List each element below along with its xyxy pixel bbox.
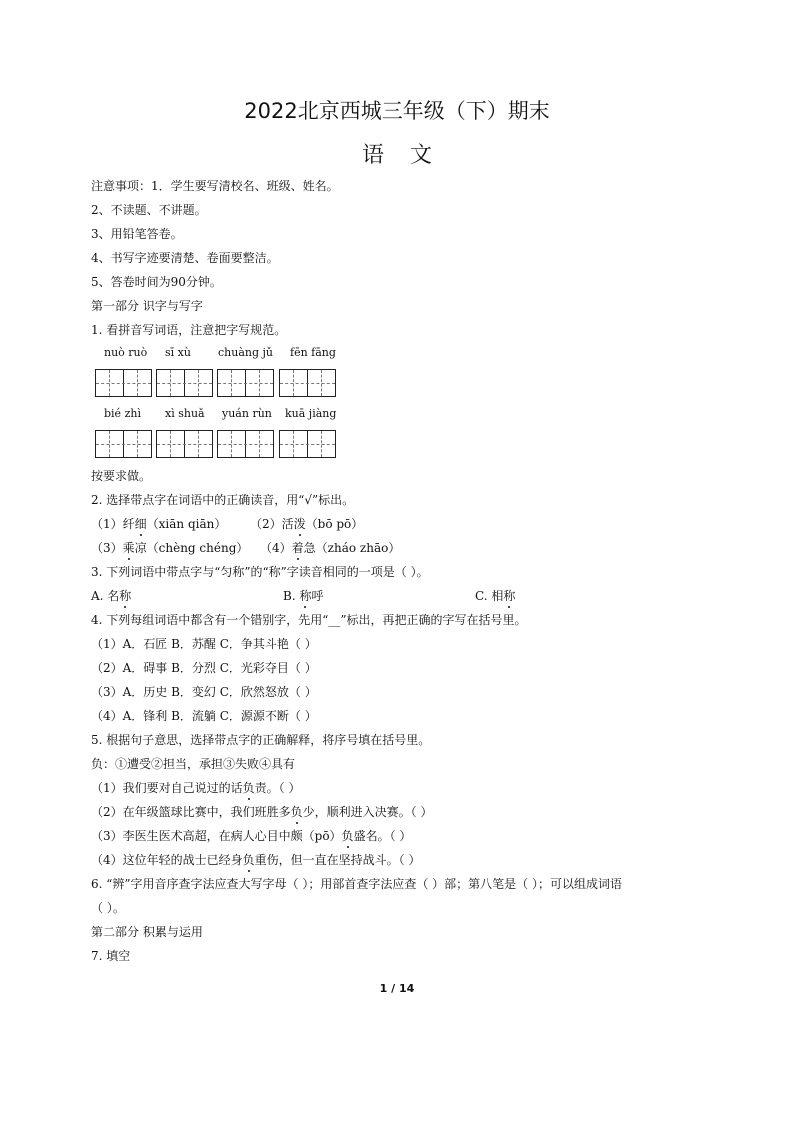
meaning-list: 负：①遭受②担当，承担③失败④具有: [91, 757, 296, 771]
q5-item: （3）李医生医术高超，在病人心目中颇（pō）负盛名。（ ）: [91, 829, 412, 843]
section-heading: 第一部分 识字与写字: [91, 299, 203, 313]
writing-grid[interactable]: [156, 369, 213, 397]
subject-title: 语文: [361, 143, 458, 168]
q5-item: （2）在年级篮球比赛中，我们班胜多负少，顺利进入决赛。（ ）: [91, 805, 433, 819]
pinyin-label: fēn fāng: [290, 346, 336, 359]
writing-grid[interactable]: [217, 369, 274, 397]
question-prompt: 4. 下列每组词语中都含有一个错别字，先用“__”标出，再把正确的字写在括号里。: [91, 613, 527, 627]
pinyin-label: yuán rùn: [222, 407, 272, 420]
section-heading: 第二部分 积累与运用: [91, 925, 203, 939]
question-prompt: 6. “辨”字用音序查字法应查大写字母（ ）；用部首查字法应查（ ）部；第八笔是（ ）；可以组成词语: [91, 877, 622, 891]
q3-option: B. 称呼: [283, 589, 324, 603]
note-line: 5、答卷时间为90分钟。: [91, 275, 222, 289]
instruction-text: 按要求做。: [91, 469, 152, 483]
question-prompt: 5. 根据句子意思，选择带点字的正确解释，将序号填在括号里。: [91, 733, 431, 747]
question-prompt-cont: （ ）。: [91, 901, 125, 915]
page-number: 1 / 14: [379, 982, 415, 995]
note-line: 注意事项：1．学生要写清校名、班级、姓名。: [91, 179, 339, 193]
q5-item: （1）我们要对自己说过的话负责。（ ）: [91, 781, 301, 795]
q2-item: （2）活泼（bō pō）: [250, 517, 364, 531]
exam-title: 2022北京西城三年级（下）期末: [244, 99, 550, 123]
q4-item: （2）A．碍事 B．分烈 C．光彩夺目（ ）: [91, 661, 317, 675]
writing-grid[interactable]: [279, 369, 336, 397]
writing-grid[interactable]: [95, 369, 152, 397]
pinyin-label: xì shuǎ: [165, 407, 205, 420]
note-line: 4、书写字迹要清楚、卷面要整洁。: [91, 251, 279, 265]
q2-item: （1）纤细（xiān qiān）: [91, 517, 227, 531]
question-prompt: 3. 下列词语中带点字与“匀称”的“称”字读音相同的一项是（ ）。: [91, 565, 429, 579]
q2-item: （3）乘凉（chèng chéng）: [91, 541, 249, 555]
q4-item: （1）A．石匠 B．苏醒 C．争其斗艳（ ）: [91, 637, 317, 651]
q4-item: （3）A．历史 B．变幻 C．欣然怒放（ ）: [91, 685, 317, 699]
pinyin-label: sī xù: [165, 346, 191, 359]
question-prompt: 1. 看拼音写词语，注意把字写规范。: [91, 323, 287, 337]
q3-option: C. 相称: [475, 589, 516, 603]
q5-item: （4）这位年轻的战士已经身负重伤，但一直在坚持战斗。（ ）: [91, 853, 421, 867]
pinyin-label: chuàng jǔ: [218, 346, 274, 359]
writing-grid[interactable]: [279, 430, 336, 458]
question-prompt: 7. 填空: [91, 949, 131, 963]
question-prompt: 2. 选择带点字在词语中的正确读音，用“√”标出。: [91, 493, 355, 507]
writing-grid[interactable]: [217, 430, 274, 458]
q3-option: A. 名称: [91, 589, 132, 603]
q2-item: （4）着急（zháo zhāo）: [260, 541, 401, 555]
note-line: 2、不读题、不讲题。: [91, 203, 207, 217]
writing-grid[interactable]: [156, 430, 213, 458]
pinyin-label: bié zhì: [104, 407, 141, 420]
note-line: 3、用铅笔答卷。: [91, 227, 183, 241]
pinyin-label: nuò ruò: [104, 346, 148, 359]
writing-grid[interactable]: [95, 430, 152, 458]
pinyin-label: kuā jiàng: [285, 407, 337, 420]
q4-item: （4）A．锋利 B．流躺 C．源源不断（ ）: [91, 709, 317, 723]
